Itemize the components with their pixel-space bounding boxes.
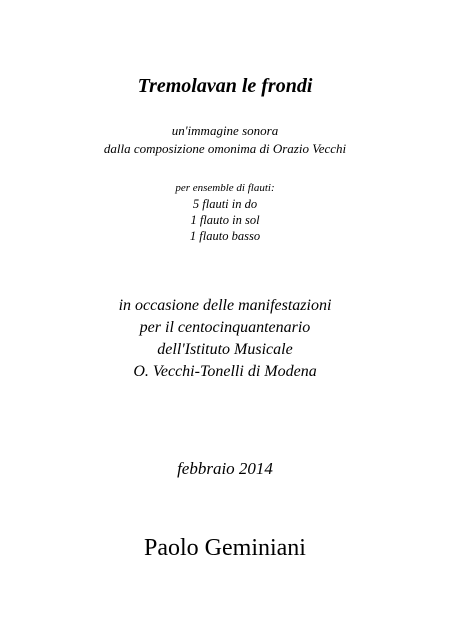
subtitle-line: dalla composizione omonima di Orazio Vecchi <box>103 141 347 156</box>
occasion-line: per il centocinquantenario <box>139 319 311 336</box>
ensemble-heading: per ensemble di flauti: <box>175 182 275 194</box>
instrument-line: 1 flauto in sol <box>190 213 260 227</box>
composition-date: febbraio 2014 <box>177 459 273 478</box>
author-name: Paolo Geminiani <box>144 535 306 561</box>
occasion-line: in occasione delle manifestazioni <box>118 297 332 314</box>
subtitle-line: un'immagine sonora <box>171 123 279 138</box>
instrument-line: 1 flauto basso <box>189 229 261 243</box>
work-title: Tremolavan le frondi <box>137 75 313 97</box>
occasion-line: O. Vecchi-Tonelli di Modena <box>133 363 317 380</box>
instrument-line: 5 flauti in do <box>192 197 258 211</box>
occasion-line: dell'Istituto Musicale <box>157 341 293 358</box>
